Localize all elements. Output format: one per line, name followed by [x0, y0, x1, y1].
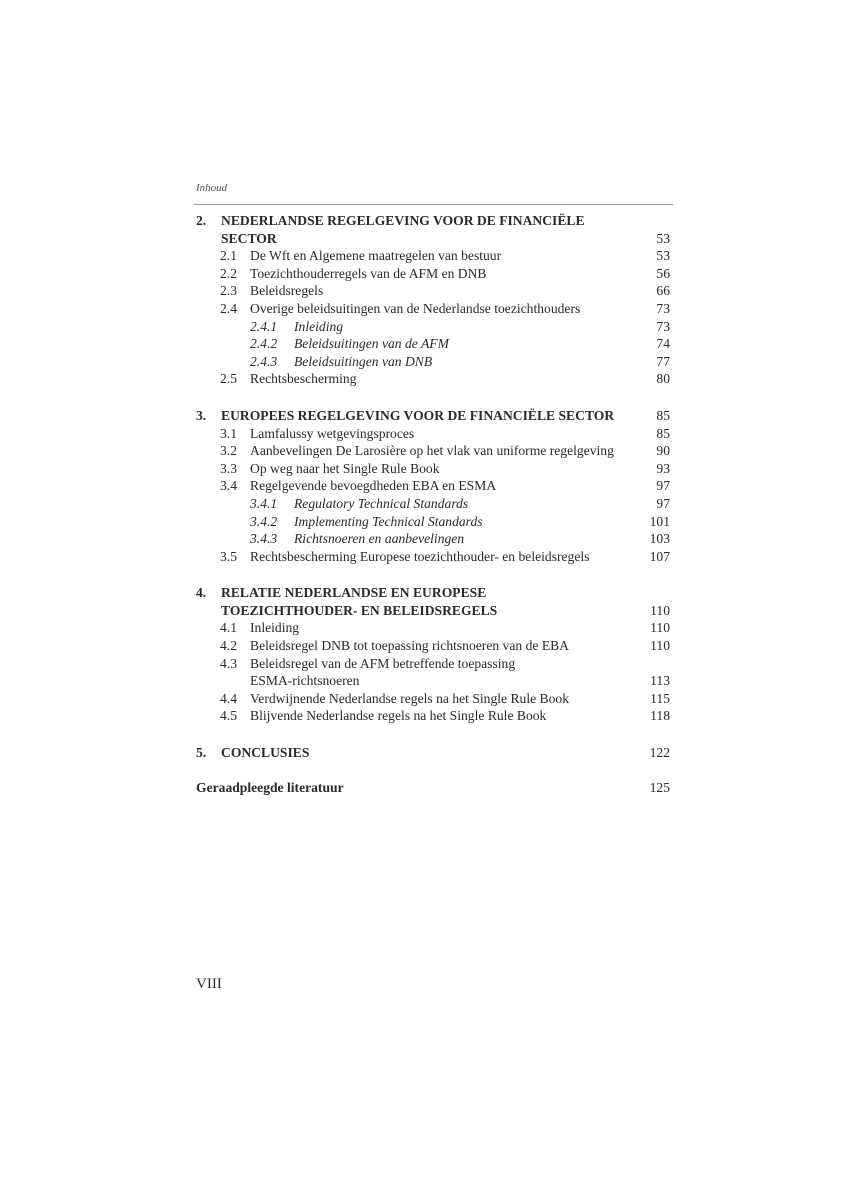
page-number: 77 [656, 353, 670, 369]
page-number: 97 [656, 495, 670, 511]
chapter-title: NEDERLANDSE REGELGEVING VOOR DE FINANCIËLE SECTOR [221, 213, 585, 246]
section-title: Verdwijnende Nederlandse regels na het Single Rule Book [250, 690, 569, 706]
subsection-number: 3.4.1 [250, 495, 278, 511]
section-number: 4.4 [220, 690, 237, 706]
page-number: 73 [656, 300, 670, 316]
section-number: 3.1 [220, 425, 237, 441]
spacer [196, 388, 670, 407]
page-number: 107 [649, 548, 670, 564]
toc-entry[interactable] [196, 477, 670, 495]
toc-chapter-2[interactable] [196, 212, 670, 247]
section-number: 2.2 [220, 265, 237, 281]
page-number: 56 [656, 265, 670, 281]
section-title: Op weg naar het Single Rule Book [250, 460, 440, 476]
section-title: Regelgevende bevoegdheden EBA en ESMA [250, 478, 497, 494]
page-number: 113 [650, 673, 670, 689]
spacer [196, 565, 670, 584]
toc-subentry[interactable] [196, 495, 670, 513]
section-title: Rechtsbescherming [250, 371, 357, 387]
toc-entry[interactable] [196, 619, 670, 637]
bibliography-title: Geraadpleegde literatuur [196, 779, 344, 795]
subsection-number: 2.4.3 [250, 353, 278, 369]
subsection-title: Richtsnoeren en aanbevelingen [294, 531, 465, 547]
section-title: Beleidsregel van de AFM betreffende toepassing ESMA-richtsnoeren [250, 655, 516, 689]
section-number: 4.1 [220, 620, 237, 636]
page-number: 93 [656, 460, 670, 476]
page-number: 110 [650, 602, 670, 618]
toc-chapter-4[interactable] [196, 584, 670, 619]
chapter-title: EUROPEES REGELGEVING VOOR DE FINANCIËLE SECTOR [221, 407, 615, 423]
page-number: 125 [649, 779, 670, 795]
toc-entry[interactable] [196, 655, 670, 690]
page-number: 73 [656, 318, 670, 334]
section-number: 3.3 [220, 460, 237, 476]
page-number: 74 [656, 336, 670, 352]
chapter-title: RELATIE NEDERLANDSE EN EUROPESE TOEZICHTHOUDER- EN BELEIDSREGELS [221, 585, 498, 618]
page-number: 115 [650, 690, 670, 706]
toc-chapter-3[interactable] [196, 407, 670, 425]
section-title: Toezichthouderregels van de AFM en DNB [250, 265, 487, 281]
page-number: 110 [650, 638, 670, 654]
spacer [196, 762, 670, 779]
header-rule [194, 204, 673, 205]
toc-entry[interactable] [196, 265, 670, 283]
toc-entry[interactable] [196, 370, 670, 388]
page-number: 122 [649, 745, 670, 761]
section-number: 2.3 [220, 283, 237, 299]
subsection-number: 3.4.3 [250, 531, 278, 547]
page-number: 66 [656, 283, 670, 299]
chapter-number: 2. [196, 213, 207, 228]
toc-subentry[interactable] [196, 353, 670, 371]
toc-entry[interactable] [196, 460, 670, 478]
page-number: 53 [656, 230, 670, 246]
page-number: 85 [656, 407, 670, 423]
section-number: 3.4 [220, 478, 237, 494]
section-number: 2.1 [220, 248, 237, 264]
page-number: 118 [650, 708, 670, 724]
running-head: Inhoud [196, 182, 228, 194]
toc-subentry[interactable] [196, 530, 670, 548]
toc-entry[interactable] [196, 637, 670, 655]
section-title: Overige beleidsuitingen van de Nederlandse toezichthouders [250, 300, 581, 316]
toc-subentry[interactable] [196, 513, 670, 531]
section-title: Beleidsregels [250, 283, 324, 299]
page-number: 110 [650, 620, 670, 636]
section-number: 3.2 [220, 443, 237, 459]
page-number: 90 [656, 443, 670, 459]
page-number: 97 [656, 478, 670, 494]
section-title: Rechtsbescherming Europese toezichthouder- en beleidsregels [250, 548, 590, 564]
section-title: Lamfalussy wetgevingsproces [250, 425, 415, 441]
chapter-number: 3. [196, 407, 207, 423]
page-folio: VIII [196, 976, 222, 992]
toc-entry[interactable] [196, 300, 670, 318]
section-title: Aanbevelingen De Larosière op het vlak van uniforme regelgeving [250, 443, 614, 459]
section-number: 4.2 [220, 638, 237, 654]
toc-entry[interactable] [196, 247, 670, 265]
section-title: Blijvende Nederlandse regels na het Single Rule Book [250, 708, 547, 724]
table-of-contents [196, 212, 670, 796]
subsection-title: Implementing Technical Standards [294, 513, 483, 529]
section-title: Inleiding [250, 620, 300, 636]
spacer [196, 725, 670, 744]
subsection-number: 2.4.1 [250, 318, 278, 334]
toc-entry[interactable] [196, 425, 670, 443]
section-number: 3.5 [220, 548, 237, 564]
subsection-title: Inleiding [294, 318, 344, 334]
subsection-title: Beleidsuitingen van DNB [294, 353, 433, 369]
section-title: De Wft en Algemene maatregelen van bestuur [250, 248, 502, 264]
section-number: 2.4 [220, 300, 237, 316]
section-title: Beleidsregel DNB tot toepassing richtsnoeren van de EBA [250, 638, 570, 654]
toc-entry[interactable] [196, 282, 670, 300]
toc-entry[interactable] [196, 548, 670, 566]
page-number: 103 [649, 531, 670, 547]
toc-bibliography[interactable] [196, 779, 670, 797]
toc-chapter-5[interactable] [196, 744, 670, 762]
page-number: 53 [656, 248, 670, 264]
page-number: 80 [656, 371, 670, 387]
subsection-title: Beleidsuitingen van de AFM [294, 336, 449, 352]
page-number: 85 [656, 425, 670, 441]
subsection-number: 2.4.2 [250, 336, 278, 352]
section-number: 4.3 [220, 655, 237, 671]
subsection-title: Regulatory Technical Standards [294, 495, 469, 511]
toc-subentry[interactable] [196, 318, 670, 336]
page-number: 101 [649, 513, 670, 529]
chapter-number: 4. [196, 585, 207, 601]
chapter-number: 5. [196, 745, 207, 761]
section-number: 2.5 [220, 371, 237, 387]
section-number: 4.5 [220, 708, 237, 724]
toc-entry[interactable] [196, 442, 670, 460]
subsection-number: 3.4.2 [250, 513, 278, 529]
chapter-title: CONCLUSIES [221, 745, 310, 761]
toc-entry[interactable] [196, 707, 670, 725]
toc-subentry[interactable] [196, 335, 670, 353]
toc-entry[interactable] [196, 690, 670, 708]
